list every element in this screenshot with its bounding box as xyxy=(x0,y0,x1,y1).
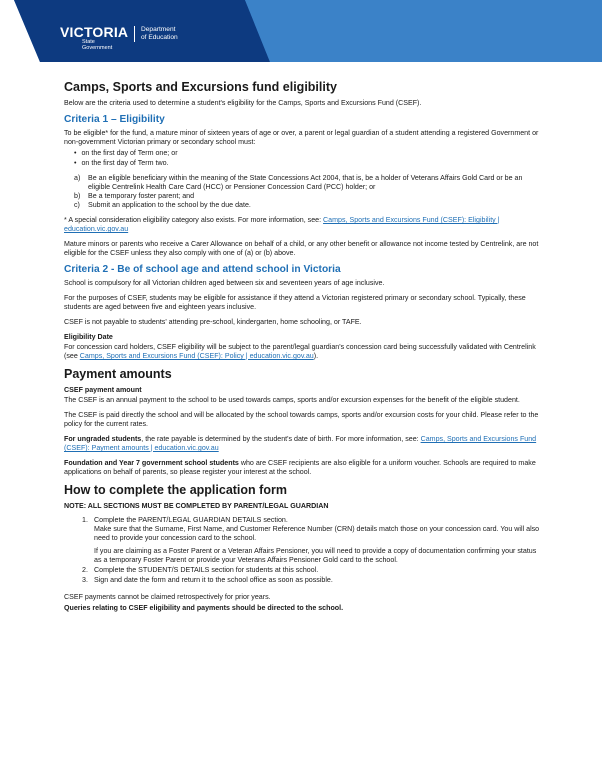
list-item: • on the first day of Term two. xyxy=(74,159,540,169)
term-list xyxy=(64,149,540,168)
payment-subheading: CSEF payment amount xyxy=(64,386,142,394)
list-text: Submit an application to the school by the due date. xyxy=(88,201,251,209)
dept-line1: Department xyxy=(141,26,176,33)
criteria-list xyxy=(64,174,540,210)
list-item xyxy=(74,192,540,201)
foundation-bold: Foundation and Year 7 government school students xyxy=(64,459,239,467)
list-text xyxy=(94,516,540,565)
payment-text1: The CSEF is an annual payment to the school to be used towards camps, sports and/or excursion expenses for the benefit of the eligible student. xyxy=(64,396,520,404)
criteria1-heading: Criteria 1 – Eligibility xyxy=(64,114,165,125)
list-text: Sign and date the form and return it to the school office as soon as possible. xyxy=(94,576,333,584)
eligibility-link[interactable]: Camps, Sports and Excursions Fund (CSEF): Eligibility | education.vic.gov.au xyxy=(64,216,500,233)
list-marker: 1. xyxy=(82,516,88,524)
howto-heading: How to complete the application form xyxy=(64,483,287,497)
header-banner xyxy=(0,0,602,68)
logo-sub-government: Government xyxy=(82,45,113,51)
steps-list xyxy=(64,516,540,585)
list-marker: 3. xyxy=(82,576,88,584)
date-text: For concession card holders, CSEF eligibility will be subject to the parent/legal guardian's concession card being successfully validated with Centrelink (see xyxy=(64,343,536,360)
eligibility-date-heading: Eligibility Date xyxy=(64,333,113,341)
retro-text: CSEF payments cannot be claimed retrospectively for prior years. xyxy=(64,593,271,601)
list-text: Be an eligible beneficiary within the meaning of the State Concessions Act 2004, that is, be a holder of Veterans Affairs Gold Card or be an eligible Centrelink Health Care Card (HCC) or Pensioner Concession Card (PCC) holder; or xyxy=(88,174,523,191)
criteria2-text1: School is compulsory for all Victorian children aged between six and seventeen years of age inclusive. xyxy=(64,279,385,287)
eligibility-date-text xyxy=(64,343,540,361)
list-marker: b) xyxy=(74,192,81,200)
criteria2-text2: For the purposes of CSEF, students may be eligible for assistance if they attend a Victorian registered primary or secondary school. Typically, these students are aged between five and eighteen years inclusive. xyxy=(64,294,526,311)
foundation-body: who are CSEF recipients are also eligible for a uniform voucher. Schools are required to make applications on behalf of parents, so please register your interest at the school. xyxy=(64,459,536,476)
victoria-logo xyxy=(60,25,128,51)
payment-amounts-link[interactable]: Camps, Sports and Excursions Fund (CSEF): Payment amounts | education.vic.gov.au xyxy=(64,435,537,452)
list-item xyxy=(82,566,540,575)
special-text: * A special consideration eligibility category also exists. For more information, see: xyxy=(64,216,324,224)
step1-a: Complete the PARENT/LEGAL GUARDIAN DETAILS section. xyxy=(94,516,288,524)
list-item xyxy=(74,174,540,192)
list-marker: c) xyxy=(74,201,80,209)
list-item xyxy=(82,516,540,565)
intro-text: Below are the criteria used to determine a student's eligibility for the Camps, Sports and Excursions Fund (CSEF). xyxy=(64,99,422,107)
payment-text2: The CSEF is paid directly the school and will be allocated by the school towards camps, sports and/or excursion costs for your child. Please refer to the policy for the current rates. xyxy=(64,411,539,428)
criteria1-text: To be eligible* for the fund, a mature minor of sixteen years of age or over, a parent or legal guardian of a student attending a registered Government or non-government Victorian primary or secondary school must: xyxy=(64,129,539,146)
policy-link[interactable]: Camps, Sports and Excursions Fund (CSEF): Policy | education.vic.gov.au xyxy=(79,352,314,360)
howto-note: NOTE: ALL SECTIONS MUST BE COMPLETED BY PARENT/LEGAL GUARDIAN xyxy=(64,502,329,510)
step1-c: If you are claiming as a Foster Parent or a Veteran Affairs Pensioner, you will need to provide a copy of documentation confirming your status as a temporary Foster Parent or provide your Veterans Affairs Pensioner Gold card to the school. xyxy=(94,547,537,564)
mature-minor-text: Mature minors or parents who receive a Carer Allowance on behalf of a child, or any other benefit or allowance not income tested by Centrelink, are not eligible for the CSEF unless they also comply with one of (a) or (b) above. xyxy=(64,240,539,257)
date-text-end: ). xyxy=(313,352,319,360)
ungraded-body: , the rate payable is determined by the student's date of birth. For more information, see: xyxy=(141,435,421,443)
criteria2-heading: Criteria 2 - Be of school age and attend school in Victoria xyxy=(64,264,341,275)
ungraded-bold: For ungraded students xyxy=(64,435,142,443)
list-marker: 2. xyxy=(82,566,88,574)
criteria2-text3: CSEF is not payable to students' attending pre-school, kindergarten, home schooling, or TAFE. xyxy=(64,318,362,326)
document-body xyxy=(64,80,540,619)
list-marker: a) xyxy=(74,174,81,182)
step1-b: Make sure that the Surname, First Name, and Customer Reference Number (CRN) details match those on your concession card. You will also need to provide your concession card to the school. xyxy=(94,525,540,542)
queries-text: Queries relating to CSEF eligibility and payments should be directed to the school. xyxy=(64,604,344,612)
department-label xyxy=(134,26,178,42)
list-item xyxy=(74,201,540,210)
logo-sub-state: State xyxy=(82,39,95,45)
ungraded-text xyxy=(64,435,540,453)
dept-line2: of Education xyxy=(141,34,178,41)
list-item xyxy=(82,576,540,585)
list-text: Complete the STUDENT/S DETAILS section for students at this school. xyxy=(94,566,319,574)
list-text: Be a temporary foster parent; and xyxy=(88,192,195,200)
page-title: Camps, Sports and Excursions fund eligibility xyxy=(64,80,337,94)
special-consideration xyxy=(64,216,540,234)
list-item: • on the first day of Term one; or xyxy=(74,149,540,159)
logo-text: VICTORIA xyxy=(60,24,129,40)
payment-heading: Payment amounts xyxy=(64,367,172,381)
foundation-text xyxy=(64,459,540,477)
